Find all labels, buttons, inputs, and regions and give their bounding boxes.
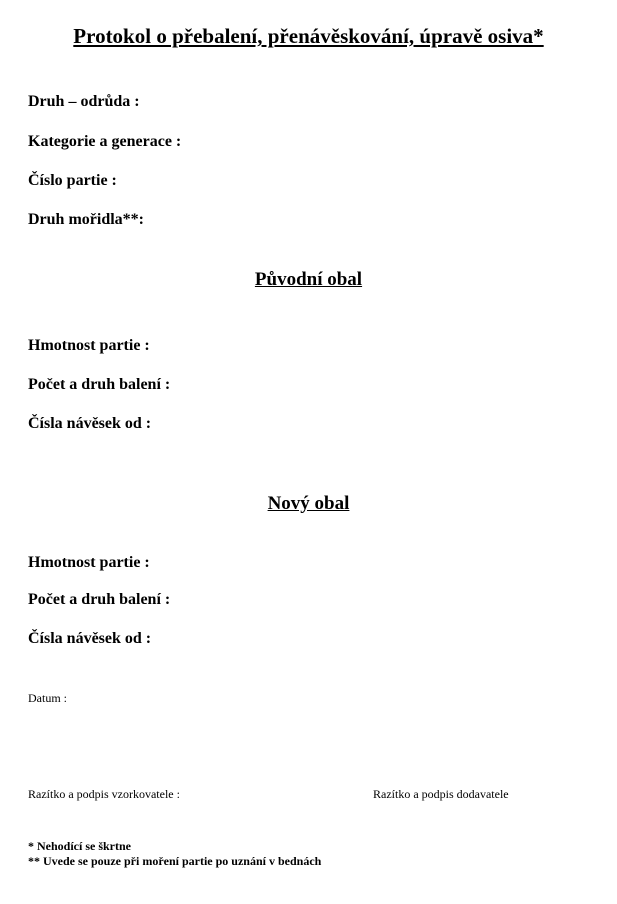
footnote-2: ** Uvede se pouze při moření partie po uznání v bednách [28, 854, 322, 868]
field-label-tag-numbers-new: Čísla návěsek od : [28, 630, 152, 647]
sampler-signature-label: Razítko a podpis vzorkovatele : [28, 787, 180, 801]
field-label-category-generation: Kategorie a generace : [28, 133, 182, 150]
field-label-lot-number: Číslo partie : [28, 172, 117, 189]
field-label-seed-treatment: Druh mořidla**: [28, 211, 144, 228]
section-heading-new-packaging: Nový obal [267, 493, 350, 514]
field-label-species-variety: Druh – odrůda : [28, 93, 140, 110]
footnote-1: * Nehodící se škrtne [28, 839, 131, 853]
supplier-signature-label: Razítko a podpis dodavatele [373, 787, 509, 801]
section-heading-original-packaging: Původní obal [254, 269, 363, 290]
document-title: Protokol o přebalení, přenávěskování, úpravě osiva* [73, 24, 544, 48]
field-label-lot-weight-original: Hmotnost partie : [28, 337, 150, 354]
date-label: Datum : [28, 691, 67, 705]
field-label-lot-weight-new: Hmotnost partie : [28, 554, 150, 571]
field-label-package-count-original: Počet a druh balení : [28, 376, 171, 393]
field-label-package-count-new: Počet a druh balení : [28, 591, 171, 608]
field-label-tag-numbers-original: Čísla návěsek od : [28, 415, 152, 432]
